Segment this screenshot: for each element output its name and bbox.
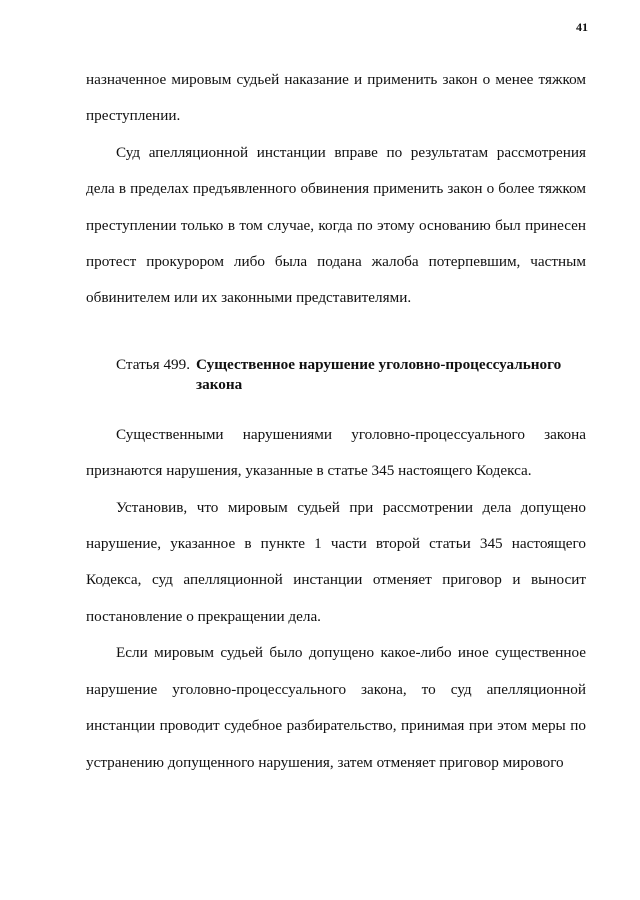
article-heading bbox=[86, 355, 586, 395]
document-body bbox=[86, 62, 586, 781]
article-number: Статья 499. bbox=[116, 355, 191, 373]
paragraph-appeal-court: Суд апелляционной инстанции вправе по результатам рассмотрения дела в пределах предъявленного обвинения применить закон о более тяжком преступлении только в том случае, когда по этому основанию был принесен протест прокурором либо была подана жалоба потерпевшим, частным обвинителем или их законными представителями. bbox=[86, 143, 586, 307]
paragraph-continuation: назначенное мировым судьей наказание и применить закон о менее тяжком преступлении. bbox=[86, 71, 586, 125]
paragraph-other-violation: Если мировым судьей было допущено какое-либо иное существенное нарушение уголовно-процессуального закона, то суд апелляционной инстанции проводит судебное разбирательство, принимая при этом меры по устранению допущенного нарушения, затем отменяет приговор мирового bbox=[86, 644, 586, 771]
paragraph-violations-definition: Существенными нарушениями уголовно-процессуального закона признаются нарушения, указанные в статье 345 настоящего Кодекса. bbox=[86, 425, 586, 480]
paragraph-violation-point-one: Установив, что мировым судьей при рассмотрении дела допущено нарушение, указанное в пункте 1 части второй статьи 345 настоящего Кодекса, суд апелляционной инстанции отменяет приговор и выносит постановление о прекращении дела. bbox=[86, 498, 586, 625]
page-number: 41 bbox=[576, 20, 588, 34]
article-title: Существенное нарушение уголовно-процессуального закона bbox=[196, 355, 562, 393]
